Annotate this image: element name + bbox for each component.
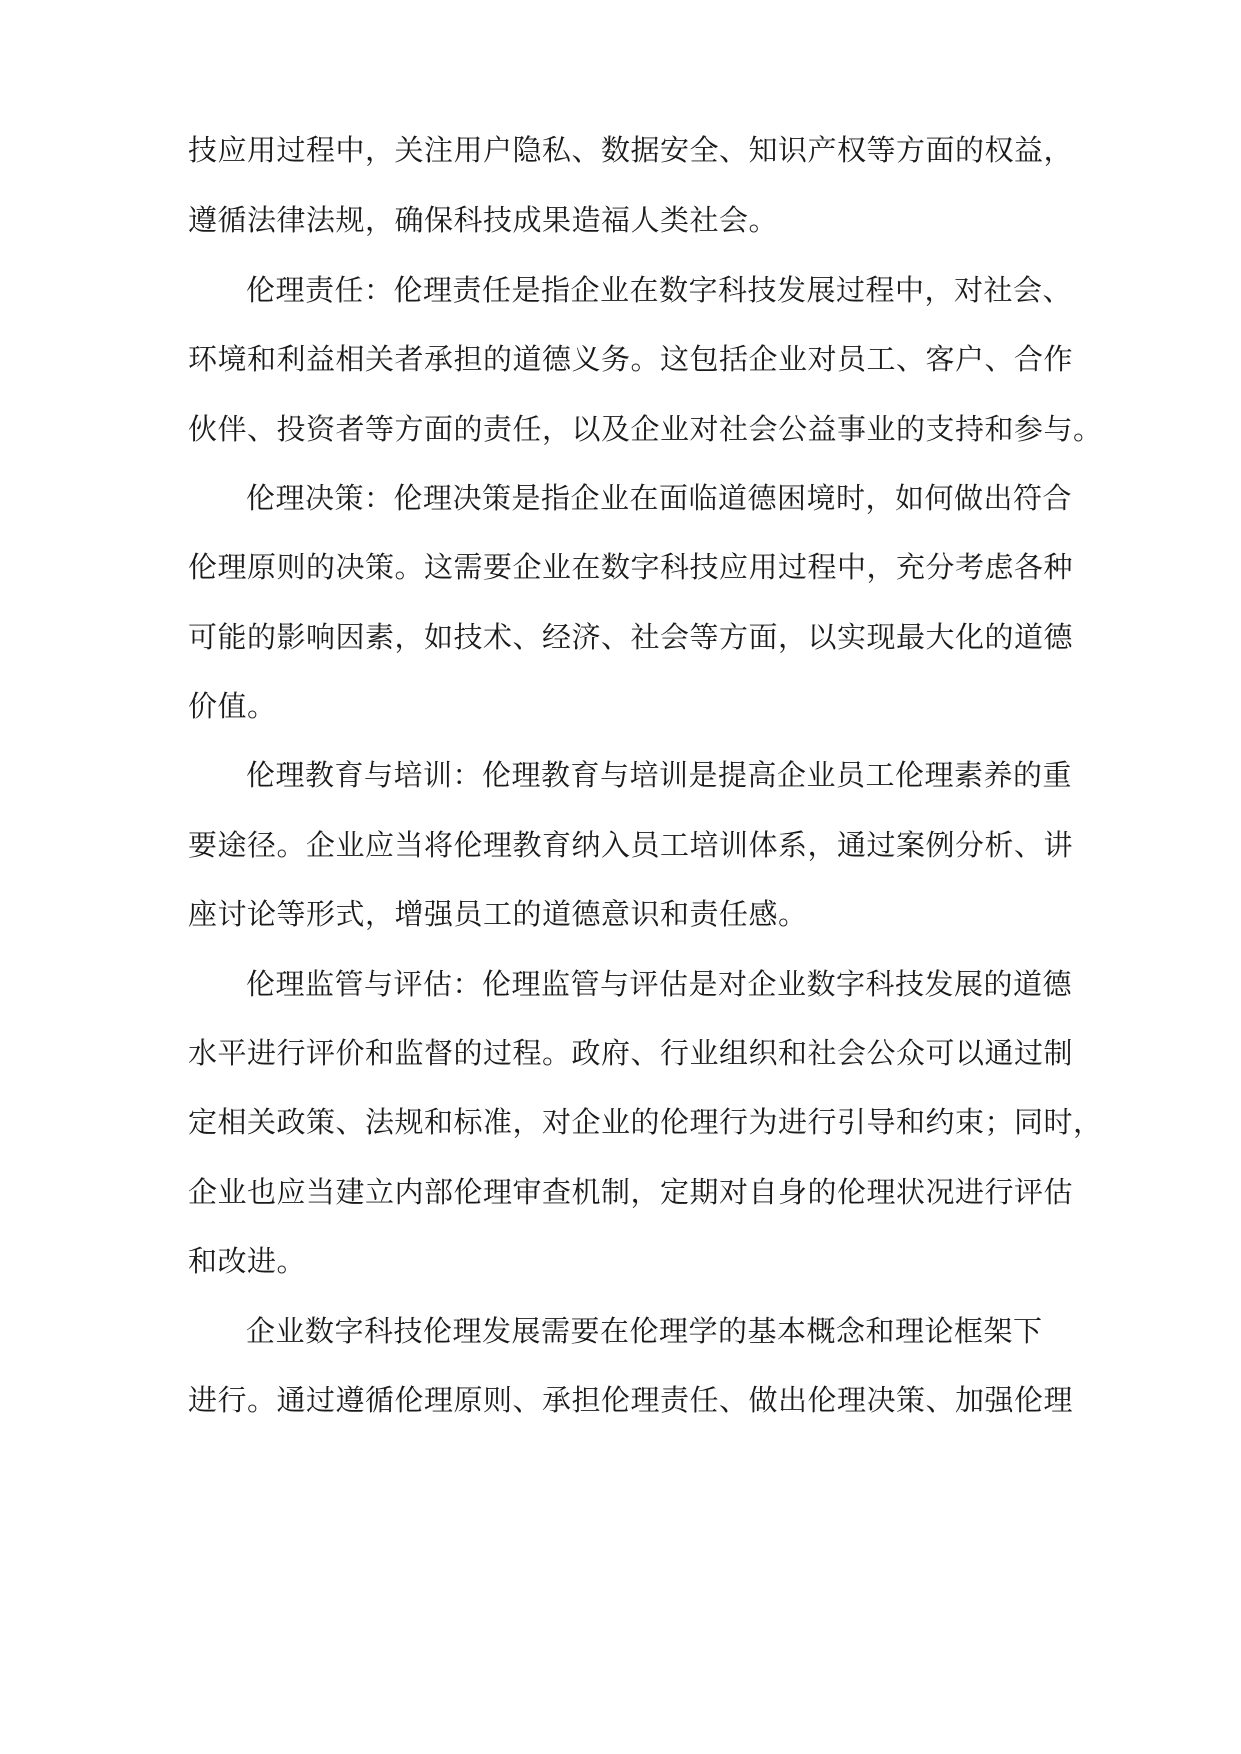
text-line: 伦理原则的决策。这需要企业在数字科技应用过程中，充分考虑各种: [188, 550, 1074, 584]
paragraph-first-line: 伦理责任：伦理责任是指企业在数字科技发展过程中，对社会、: [246, 273, 1073, 307]
text-line: 价值。: [188, 689, 277, 723]
text-line: 水平进行评价和监督的过程。政府、行业组织和社会公众可以通过制: [188, 1036, 1074, 1070]
text-line: 座讨论等形式，增强员工的道德意识和责任感。: [188, 897, 808, 931]
text-line: 遵循法律法规，确保科技成果造福人类社会。: [188, 203, 779, 237]
text-line: 定相关政策、法规和标准，对企业的伦理行为进行引导和约束；同时，: [188, 1105, 1103, 1139]
paragraph-first-line: 企业数字科技伦理发展需要在伦理学的基本概念和理论框架下: [246, 1314, 1043, 1348]
text-line: 和改进。: [188, 1244, 307, 1278]
text-line: 环境和利益相关者承担的道德义务。这包括企业对员工、客户、合作: [188, 342, 1074, 376]
text-line: 可能的影响因素，如技术、经济、社会等方面，以实现最大化的道德: [188, 620, 1074, 654]
paragraph-first-line: 伦理教育与培训：伦理教育与培训是提高企业员工伦理素养的重: [246, 758, 1073, 792]
text-line: 要途径。企业应当将伦理教育纳入员工培训体系，通过案例分析、讲: [188, 828, 1074, 862]
text-line: 技应用过程中，关注用户隐私、数据安全、知识产权等方面的权益，: [188, 133, 1074, 167]
paragraph-first-line: 伦理决策：伦理决策是指企业在面临道德困境时，如何做出符合: [246, 481, 1073, 515]
text-line: 进行。通过遵循伦理原则、承担伦理责任、做出伦理决策、加强伦理: [188, 1383, 1074, 1417]
paragraph-first-line: 伦理监管与评估：伦理监管与评估是对企业数字科技发展的道德: [246, 967, 1073, 1001]
text-line: 伙伴、投资者等方面的责任，以及企业对社会公益事业的支持和参与。: [188, 412, 1103, 446]
text-line: 企业也应当建立内部伦理审查机制，定期对自身的伦理状况进行评估: [188, 1175, 1074, 1209]
